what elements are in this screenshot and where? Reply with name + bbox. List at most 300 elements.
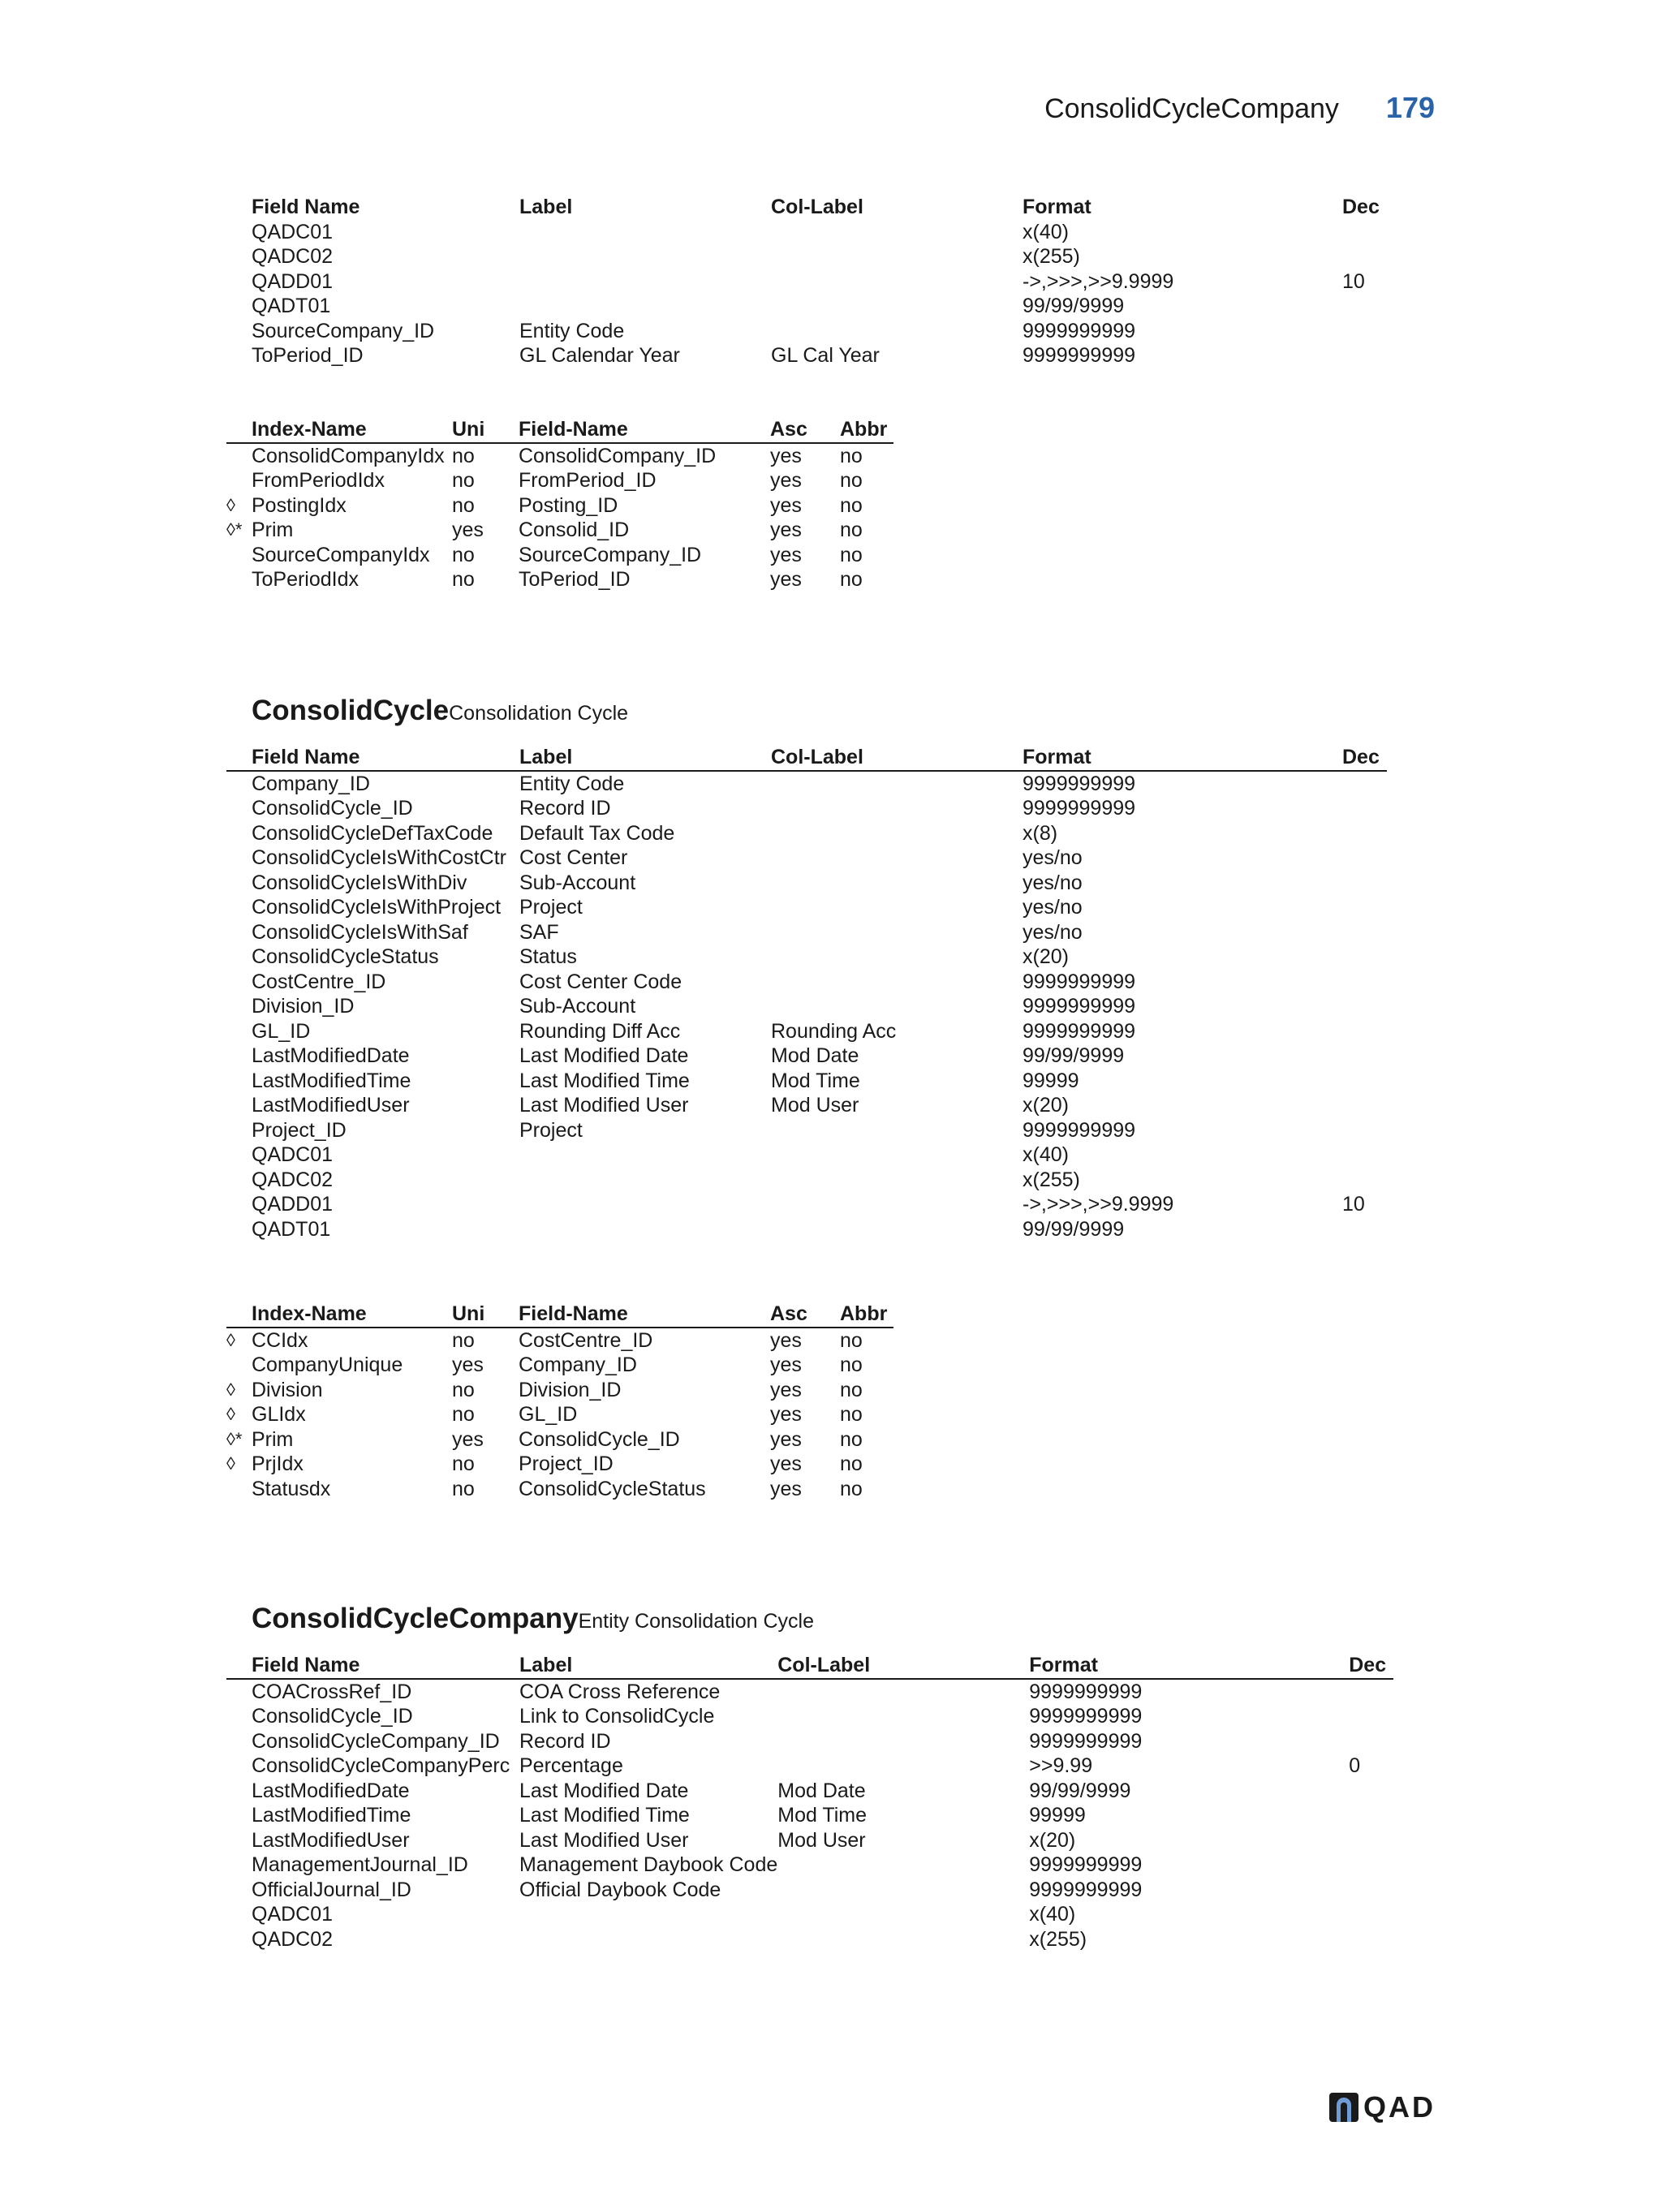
table-description: Consolidation Cycle [449, 702, 629, 725]
abbr-cell: no [840, 444, 863, 467]
index-marker [226, 244, 252, 269]
col-field-name: Field Name [252, 745, 519, 771]
label-cell: Last Modified User [519, 1828, 689, 1852]
field-name-cell: ConsolidCycleCompany_ID [252, 1729, 500, 1753]
field-row [226, 220, 1387, 245]
dec-cell [1342, 343, 1387, 368]
field-row [226, 970, 1387, 995]
dec-cell [1349, 1878, 1393, 1903]
qad-logo-icon [1329, 2093, 1358, 2122]
field-name-cell: LastModifiedUser [252, 1094, 410, 1117]
index-marker [226, 796, 252, 821]
index-row [226, 1477, 893, 1502]
col-col-label: Col-Label [771, 745, 1023, 771]
label-cell [519, 1217, 771, 1242]
field-row [226, 846, 1387, 871]
index-row [226, 1452, 893, 1477]
col-label-cell [777, 1878, 1029, 1903]
index-name-cell: FromPeriodIdx [252, 469, 385, 492]
asc-cell: yes [770, 444, 802, 467]
field-row [226, 294, 1387, 319]
index-row [226, 1402, 893, 1427]
col-label-cell: Mod Time [771, 1069, 860, 1092]
col-label-cell [777, 1902, 1029, 1927]
section-title-consolidcycle [252, 695, 628, 727]
field-row [226, 319, 1387, 344]
format-cell: 9999999999 [1023, 772, 1136, 795]
field-row [226, 1704, 1393, 1729]
field-name-cell: QADT01 [252, 1217, 331, 1241]
index-row [226, 443, 893, 469]
index-marker [226, 1902, 252, 1927]
format-cell: x(8) [1023, 821, 1058, 845]
field-row [226, 771, 1387, 797]
label-cell: Status [519, 945, 577, 968]
field-row [226, 1118, 1387, 1143]
index-marker [226, 771, 252, 797]
field-row [226, 945, 1387, 970]
field-row [226, 1217, 1387, 1242]
format-cell: x(255) [1023, 245, 1080, 268]
format-cell: 9999999999 [1029, 1680, 1143, 1703]
index-field-cell: ConsolidCycle_ID [519, 1427, 680, 1451]
index-name-cell: SourceCompanyIdx [252, 543, 430, 566]
dec-cell: 0 [1349, 1754, 1361, 1777]
index-header-row [226, 1302, 893, 1328]
index-field-cell: Project_ID [519, 1452, 614, 1475]
col-dec: Dec [1342, 745, 1387, 771]
dec-cell [1349, 1679, 1393, 1705]
col-label-cell [771, 871, 1023, 896]
dec-cell [1342, 821, 1387, 846]
field-name-cell: QADD01 [252, 1193, 334, 1216]
asc-cell: yes [770, 1328, 802, 1352]
index-row [226, 493, 893, 519]
field-row [226, 1069, 1387, 1094]
index-marker [226, 1704, 252, 1729]
format-cell: 9999999999 [1023, 1019, 1136, 1043]
index-marker [226, 970, 252, 995]
label-cell: Official Daybook Code [519, 1878, 721, 1901]
field-row [226, 796, 1387, 821]
col-index-name: Index-Name [252, 417, 452, 443]
format-cell: 9999999999 [1023, 970, 1136, 993]
index-marker [226, 1477, 252, 1502]
qad-logo-text: QAD [1363, 2090, 1436, 2124]
field-row [226, 1754, 1393, 1779]
running-title: ConsolidCycleCompany [1044, 93, 1339, 124]
format-cell: x(255) [1023, 1168, 1080, 1191]
label-cell: Entity Code [519, 319, 625, 342]
index-marker: ◊ [226, 1379, 235, 1400]
index-marker [226, 294, 252, 319]
index-marker [226, 1118, 252, 1143]
col-col-label: Col-Label [777, 1653, 1029, 1679]
uni-cell: no [452, 493, 475, 517]
format-cell: x(20) [1023, 1094, 1069, 1117]
index-name-cell: ToPeriodIdx [252, 568, 360, 591]
index-marker [226, 269, 252, 295]
index-marker [226, 319, 252, 344]
format-cell: ->,>>>,>>9.9999 [1023, 269, 1174, 293]
index-marker [226, 567, 252, 592]
field-name-cell: ConsolidCycle_ID [252, 797, 413, 820]
col-asc: Asc [770, 1302, 840, 1328]
index-marker [226, 1143, 252, 1168]
col-label-cell [771, 244, 1023, 269]
col-uni: Uni [452, 1302, 519, 1328]
continued-index-table [226, 417, 893, 592]
dec-cell [1349, 1803, 1393, 1828]
field-name-cell: ConsolidCycleIsWithSaf [252, 920, 468, 944]
label-cell: Record ID [519, 1729, 611, 1753]
label-cell [519, 244, 771, 269]
field-row [226, 821, 1387, 846]
label-cell: SAF [519, 920, 559, 944]
col-label: Label [519, 1653, 777, 1679]
field-row [226, 1192, 1387, 1217]
col-index-name: Index-Name [252, 1302, 452, 1328]
index-row [226, 567, 893, 592]
index-marker [226, 1754, 252, 1779]
index-marker [226, 920, 252, 945]
format-cell: 9999999999 [1029, 1853, 1143, 1876]
index-marker [226, 343, 252, 368]
dec-cell [1342, 1044, 1387, 1069]
index-field-cell: ConsolidCycleStatus [519, 1477, 706, 1500]
index-row [226, 518, 893, 543]
index-name-cell: Prim [252, 519, 294, 541]
field-name-cell: QADT01 [252, 295, 331, 317]
field-name-cell: LastModifiedDate [252, 1044, 410, 1067]
uni-cell: no [452, 1328, 475, 1352]
dec-cell [1349, 1902, 1393, 1927]
field-name-cell: Project_ID [252, 1118, 347, 1142]
dec-cell [1342, 846, 1387, 871]
col-col-label: Col-Label [771, 196, 863, 218]
index-marker: ◊* [226, 1428, 243, 1449]
index-row [226, 543, 893, 568]
format-cell: yes/no [1023, 920, 1083, 944]
format-cell: 99/99/9999 [1023, 1217, 1125, 1241]
field-row [226, 1044, 1387, 1069]
table-name: ConsolidCycle [252, 695, 450, 726]
field-row [226, 269, 1387, 295]
col-label-cell [777, 1704, 1029, 1729]
index-name-cell: ConsolidCompanyIdx [252, 444, 445, 467]
index-marker [226, 1729, 252, 1754]
label-cell: Rounding Diff Acc [519, 1019, 681, 1043]
index-marker [226, 895, 252, 920]
col-label-cell [777, 1853, 1029, 1878]
abbr-cell: no [840, 1353, 863, 1376]
page-number: 179 [1385, 91, 1435, 124]
field-name-cell: LastModifiedTime [252, 1804, 411, 1827]
field-row [226, 1853, 1393, 1878]
field-name-cell: QADC02 [252, 1927, 334, 1951]
field-name-cell: GL_ID [252, 1019, 311, 1043]
field-row [226, 1779, 1393, 1804]
col-abbr: Abbr [840, 1302, 893, 1328]
col-label-cell [771, 1143, 1023, 1168]
field-name-cell: ToPeriod_ID [252, 344, 364, 367]
col-label-cell [771, 895, 1023, 920]
col-field-name: Field Name [252, 196, 360, 218]
format-cell: 99999 [1029, 1804, 1086, 1827]
dec-cell [1342, 1143, 1387, 1168]
col-format: Format [1029, 1653, 1349, 1679]
index-field-cell: Company_ID [519, 1353, 637, 1376]
index-name-cell: Prim [252, 1427, 294, 1451]
col-label-cell [771, 796, 1023, 821]
dec-cell [1342, 895, 1387, 920]
field-name-cell: COACrossRef_ID [252, 1680, 412, 1703]
col-label-cell [771, 1217, 1023, 1242]
format-cell: 9999999999 [1029, 1729, 1143, 1753]
label-cell [519, 1168, 771, 1193]
index-marker [226, 1192, 252, 1217]
col-label-cell [777, 1927, 1029, 1952]
dec-cell [1342, 796, 1387, 821]
dec-cell [1342, 871, 1387, 896]
index-marker: ◊ [226, 1453, 235, 1474]
col-abbr: Abbr [840, 417, 893, 443]
col-uni: Uni [452, 417, 519, 443]
index-name-cell: PostingIdx [252, 493, 347, 517]
label-cell: Last Modified Time [519, 1069, 690, 1092]
field-name-cell: ConsolidCycleIsWithCostCtr [252, 846, 506, 869]
abbr-cell: no [840, 1403, 863, 1426]
consolidcyclecompany-fields-block [226, 1653, 1393, 1952]
format-cell: 9999999999 [1023, 1118, 1136, 1142]
col-label-cell [771, 1192, 1023, 1217]
format-cell: 9999999999 [1023, 797, 1136, 820]
index-row [226, 1427, 893, 1452]
index-row [226, 1328, 893, 1353]
asc-cell: yes [770, 1477, 802, 1500]
col-label-cell [777, 1754, 1029, 1779]
uni-cell: no [452, 444, 475, 467]
dec-cell [1342, 220, 1387, 245]
asc-cell: yes [770, 1378, 802, 1401]
index-name-cell: CCIdx [252, 1328, 308, 1352]
index-marker [226, 1927, 252, 1952]
index-marker: ◊* [226, 519, 243, 540]
label-cell [519, 1192, 771, 1217]
format-cell: 99/99/9999 [1023, 295, 1125, 317]
index-field-cell: ConsolidCompany_ID [519, 444, 717, 467]
consolidcycle-fields-table [226, 745, 1387, 1242]
dec-cell [1342, 771, 1387, 797]
format-cell: yes/no [1023, 846, 1083, 869]
index-field-cell: FromPeriod_ID [519, 469, 657, 492]
qad-logo [1329, 2090, 1436, 2124]
label-cell: GL Calendar Year [519, 344, 680, 367]
asc-cell: yes [770, 568, 802, 591]
fields-header-row [226, 1653, 1393, 1679]
dec-cell: 10 [1342, 269, 1365, 293]
dec-cell [1349, 1927, 1393, 1952]
uni-cell: no [452, 1403, 475, 1426]
col-label-cell [771, 1168, 1023, 1193]
col-label-cell [771, 970, 1023, 995]
asc-cell: yes [770, 1452, 802, 1475]
col-dec: Dec [1342, 196, 1380, 218]
index-marker [226, 945, 252, 970]
index-marker [226, 1019, 252, 1044]
field-row [226, 343, 1387, 368]
dec-cell [1342, 319, 1387, 344]
format-cell: >>9.99 [1029, 1754, 1093, 1777]
index-name-cell: GLIdx [252, 1403, 306, 1426]
index-row [226, 468, 893, 493]
field-name-cell: OfficialJournal_ID [252, 1878, 411, 1901]
dec-cell [1349, 1853, 1393, 1878]
col-label-cell [777, 1679, 1029, 1705]
col-label: Label [519, 745, 771, 771]
format-cell: yes/no [1023, 871, 1083, 894]
asc-cell: yes [770, 469, 802, 492]
format-cell: 99/99/9999 [1029, 1779, 1131, 1802]
dec-cell [1349, 1704, 1393, 1729]
field-name-cell: LastModifiedDate [252, 1779, 410, 1802]
col-label-cell: Rounding Acc [771, 1019, 897, 1043]
field-name-cell: ConsolidCycleIsWithProject [252, 896, 502, 919]
field-name-cell: LastModifiedUser [252, 1828, 410, 1852]
format-cell: 99999 [1023, 1069, 1079, 1092]
index-marker [226, 1353, 252, 1378]
index-marker: ◊ [226, 1404, 235, 1424]
col-label-cell: Mod User [771, 1094, 859, 1117]
fields-header-row [226, 745, 1387, 771]
asc-cell: yes [770, 493, 802, 517]
index-field-cell: SourceCompany_ID [519, 543, 702, 566]
col-field-name: Field Name [252, 1653, 519, 1679]
index-field-cell: Posting_ID [519, 493, 618, 517]
index-name-cell: PrjIdx [252, 1452, 304, 1475]
col-label-cell [771, 821, 1023, 846]
field-name-cell: ConsolidCycleIsWithDiv [252, 871, 467, 894]
label-cell [519, 1902, 777, 1927]
abbr-cell: no [840, 1328, 863, 1352]
format-cell: 9999999999 [1029, 1705, 1143, 1728]
label-cell: Link to ConsolidCycle [519, 1705, 715, 1728]
label-cell [519, 220, 771, 245]
label-cell: Percentage [519, 1754, 623, 1777]
label-cell: Default Tax Code [519, 821, 675, 845]
label-cell: COA Cross Reference [519, 1680, 721, 1703]
col-dec: Dec [1349, 1653, 1393, 1679]
index-marker [226, 468, 252, 493]
label-cell: Management Daybook Code [519, 1853, 778, 1876]
field-name-cell: ConsolidCycleDefTaxCode [252, 821, 493, 845]
field-name-cell: ConsolidCycleStatus [252, 945, 439, 968]
abbr-cell: no [840, 469, 863, 492]
col-label-cell [771, 994, 1023, 1019]
consolidcycle-fields-block [226, 745, 1387, 1242]
col-label-cell [777, 1729, 1029, 1754]
field-name-cell: ConsolidCycleCompanyPerc [252, 1754, 510, 1777]
label-cell [519, 1143, 771, 1168]
table-name: ConsolidCycleCompany [252, 1603, 579, 1634]
label-cell: Entity Code [519, 772, 625, 795]
format-cell: x(40) [1023, 220, 1069, 243]
index-marker [226, 1779, 252, 1804]
col-label-cell [771, 771, 1023, 797]
dec-cell [1342, 970, 1387, 995]
format-cell: yes/no [1023, 896, 1083, 919]
field-row [226, 994, 1387, 1019]
index-marker [226, 871, 252, 896]
col-label-cell [771, 1118, 1023, 1143]
index-field-cell: Division_ID [519, 1378, 622, 1401]
col-index-field-name: Field-Name [519, 1302, 770, 1328]
uni-cell: no [452, 1378, 475, 1401]
uni-cell: no [452, 469, 475, 492]
index-marker [226, 1217, 252, 1242]
col-format: Format [1023, 196, 1091, 218]
format-cell: x(20) [1029, 1828, 1076, 1852]
asc-cell: yes [770, 1353, 802, 1376]
field-row [226, 1168, 1387, 1193]
consolidcyclecompany-fields-table [226, 1653, 1393, 1952]
dec-cell [1342, 244, 1387, 269]
label-cell: Cost Center Code [519, 970, 682, 993]
col-label-cell: Mod Date [771, 1044, 859, 1067]
dec-cell [1342, 945, 1387, 970]
index-marker [226, 1853, 252, 1878]
field-name-cell: LastModifiedTime [252, 1069, 411, 1092]
consolidcycle-index-block [226, 1302, 893, 1501]
index-marker [226, 1168, 252, 1193]
uni-cell: no [452, 543, 475, 566]
asc-cell: yes [770, 1403, 802, 1426]
index-marker [226, 1878, 252, 1903]
label-cell: Last Modified User [519, 1094, 689, 1117]
uni-cell: yes [452, 1353, 484, 1376]
abbr-cell: no [840, 1452, 863, 1475]
abbr-cell: no [840, 543, 863, 566]
field-name-cell: ConsolidCycle_ID [252, 1705, 413, 1728]
uni-cell: yes [452, 519, 484, 541]
format-cell: x(40) [1023, 1143, 1069, 1166]
col-label-cell: Mod Time [777, 1804, 868, 1827]
index-marker [226, 1803, 252, 1828]
abbr-cell: no [840, 493, 863, 517]
uni-cell: no [452, 1477, 475, 1500]
dec-cell [1342, 294, 1387, 319]
format-cell: 9999999999 [1029, 1878, 1143, 1901]
label-cell: Last Modified Time [519, 1804, 690, 1827]
field-row [226, 1019, 1387, 1044]
asc-cell: yes [770, 543, 802, 566]
asc-cell: yes [770, 519, 802, 541]
field-row [226, 920, 1387, 945]
col-label: Label [519, 196, 573, 218]
dec-cell [1342, 994, 1387, 1019]
col-label-cell: GL Cal Year [771, 344, 880, 367]
label-cell: Sub-Account [519, 871, 636, 894]
consolidcycle-index-table [226, 1302, 893, 1501]
label-cell: Project [519, 896, 583, 919]
index-marker: ◊ [226, 494, 235, 515]
page-header [1044, 91, 1435, 125]
table-description: Entity Consolidation Cycle [578, 1610, 814, 1633]
index-field-cell: Consolid_ID [519, 519, 630, 541]
field-row [226, 1729, 1393, 1754]
dec-cell [1342, 1019, 1387, 1044]
abbr-cell: no [840, 568, 863, 591]
